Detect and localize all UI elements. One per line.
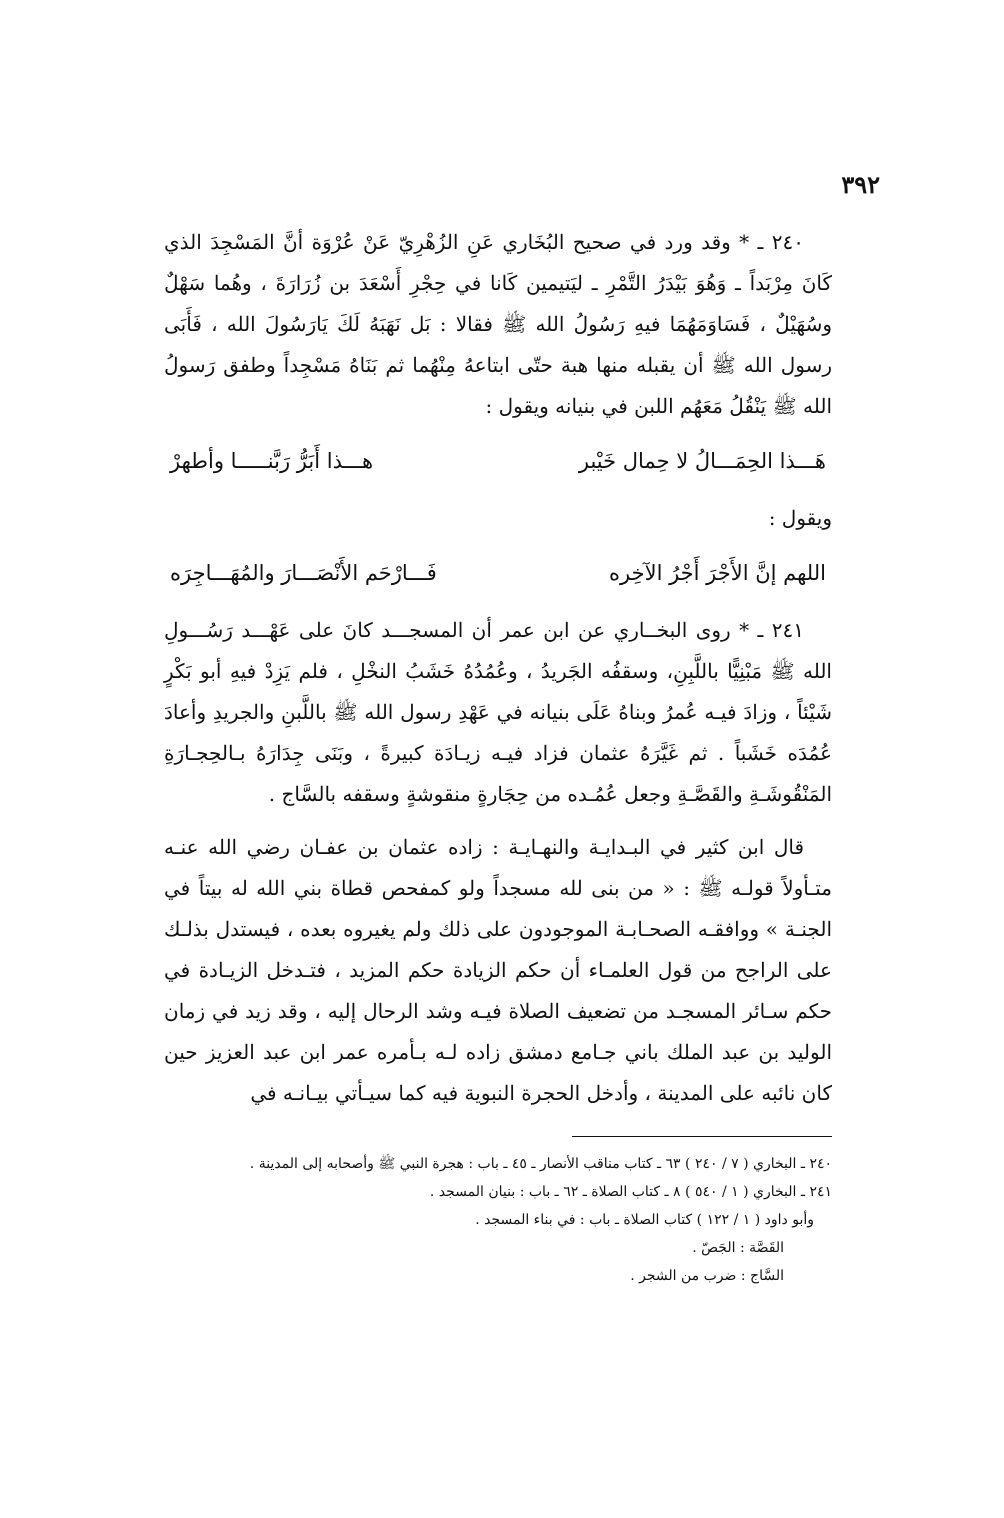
verse-1-second-hemistich: هـــذا أَبَرُّ رَبَّنـــــا وأطهرْ xyxy=(170,449,374,473)
ibn-kathir-paragraph: قال ابن كثير في البـدايـة والنهـايـة : زاده عثمان بن عفـان رضي الله عنـه متـأولاً قولـه ﷺ : « من بنى لله مسجداً ولو كمفحص قطاة بني الله له بيتاً في الجنـة » ووافقـه الصحـابـة الموجودون على ذلك ولم يغيروه بعده ، فيستدل بذلـك على الراجح من قول العلمـاء أن حكم الزيادة حكم المزيد ، فتـدخل الزيـادة في حكم سـائر المسجـد من تضعيف الصلاة فيـه وشد الرحال إليه ، وقد زيد في زمان الوليد بن عبد الملك باني جـامع دمشق زاده لـه بـأمره عمر ابن عبد العزيز حين كان نائبه على المدينة ، وأدخل الحجرة النبوية فيه كما سيـأتي بيـانـه في xyxy=(164,835,832,1105)
footnote-240: ٢٤٠ ـ البخاري ( ٧ / ٢٤٠ ) ٦٣ ـ كتاب مناقب الأنصار ـ ٤٥ ـ باب : هجرة النبي ﷺ وأصحابه إلى المدينة . xyxy=(249,1156,832,1172)
hadith-240-paragraph: ٢٤٠ ـ * وقد ورد في صحيح البُخَاري عَنِ الزُهْرِيّ عَنْ عُرْوَة أنَّ المَسْجِدَ الذي كَانَ مِرْبَداً ـ وَهُوَ بَيْدَرُ التَّمْرِ ـ ليَتيمين كَانا في حِجْرِ أَسْعَدَ بن زُرَارَةَ ، وهُما سَهْلٌ وسُهَيْلٌ ، فَسَاوَمَهُمَا فيهِ رَسُولُ الله ﷺ فقالا : بَل نَهَبَهُ لَكَ يَارَسُولَ الله ، فَأَبَى رسول الله ﷺ أن يقبله منها هبة حتّى ابتاعهُ مِنْهُما ثم بَنَاهُ مَسْجِداً وطفق رَسولُ الله ﷺ يَنْقُلُ مَعَهُم اللبن في بنيانه ويقول : xyxy=(164,230,832,418)
hadith-241-paragraph: ٢٤١ ـ * روى البخــاري عن ابن عمر أن المسجـــد كانَ على عَهْـــد رَسُـــولِ الله ﷺ مَبْنِيًّا باللَّبِنِ، وسقفُه الجَريدُ ، وعُمُدُهُ خَشَبُ النخْلِ ، فلم يَزِدْ فيهِ أبو بَكْرٍ شَيْئاً ، وزادَ فيـه عُمرُ وبناهُ عَلَى بنيانه في عَهْدِ رسول الله ﷺ باللَّبنِ والجريدِ وأعادَ عُمُدَه خَشَباً . ثم غَيَّرَهُ عثمان فزاد فيـه زيـادَة كبيرةً ، وبَنَى جِدَارَهُ بـالحِجـارَةِ المَنْقُوشَـةِ والقَصَّـةِ وجعل عُمُـده من حِجَارةٍ منقوشةٍ وسقفه بالسَّاج . xyxy=(164,618,833,806)
and-says-line: ويقول : xyxy=(768,506,832,530)
verse-1 xyxy=(164,441,832,482)
main-text xyxy=(164,222,832,1122)
verse-2 xyxy=(164,553,832,594)
verse-2-first-hemistich: اللهم إنَّ الأَجْرَ أَجْرُ الآخِره xyxy=(609,561,826,585)
footnote-241-abu-dawud: وأبو داود ( ١ / ١٢٢ ) كتاب الصلاة ـ باب : في بناء المسجد . xyxy=(475,1212,814,1228)
footnote-241: ٢٤١ ـ البخاري ( ١ / ٥٤٠ ) ٨ ـ كتاب الصلاة ـ ٦٢ ـ باب : بنيان المسجد . xyxy=(429,1184,832,1200)
gloss-saj: السَّاج : ضرب من الشجر . xyxy=(630,1268,784,1284)
verse-2-second-hemistich: فَـــارْحَم الأَنْصَـــارَ والمُهَـــاجِرَه xyxy=(170,561,437,585)
gloss-qassa: القَصَّة : الجَصّ . xyxy=(692,1240,784,1256)
page-number: ٣٩٢ xyxy=(841,170,880,199)
footnotes xyxy=(164,1150,832,1290)
footnote-divider xyxy=(572,1136,832,1137)
verse-1-first-hemistich: هَـــذا الحِمَـــالُ لا حِمال خَيْبر xyxy=(578,449,826,473)
